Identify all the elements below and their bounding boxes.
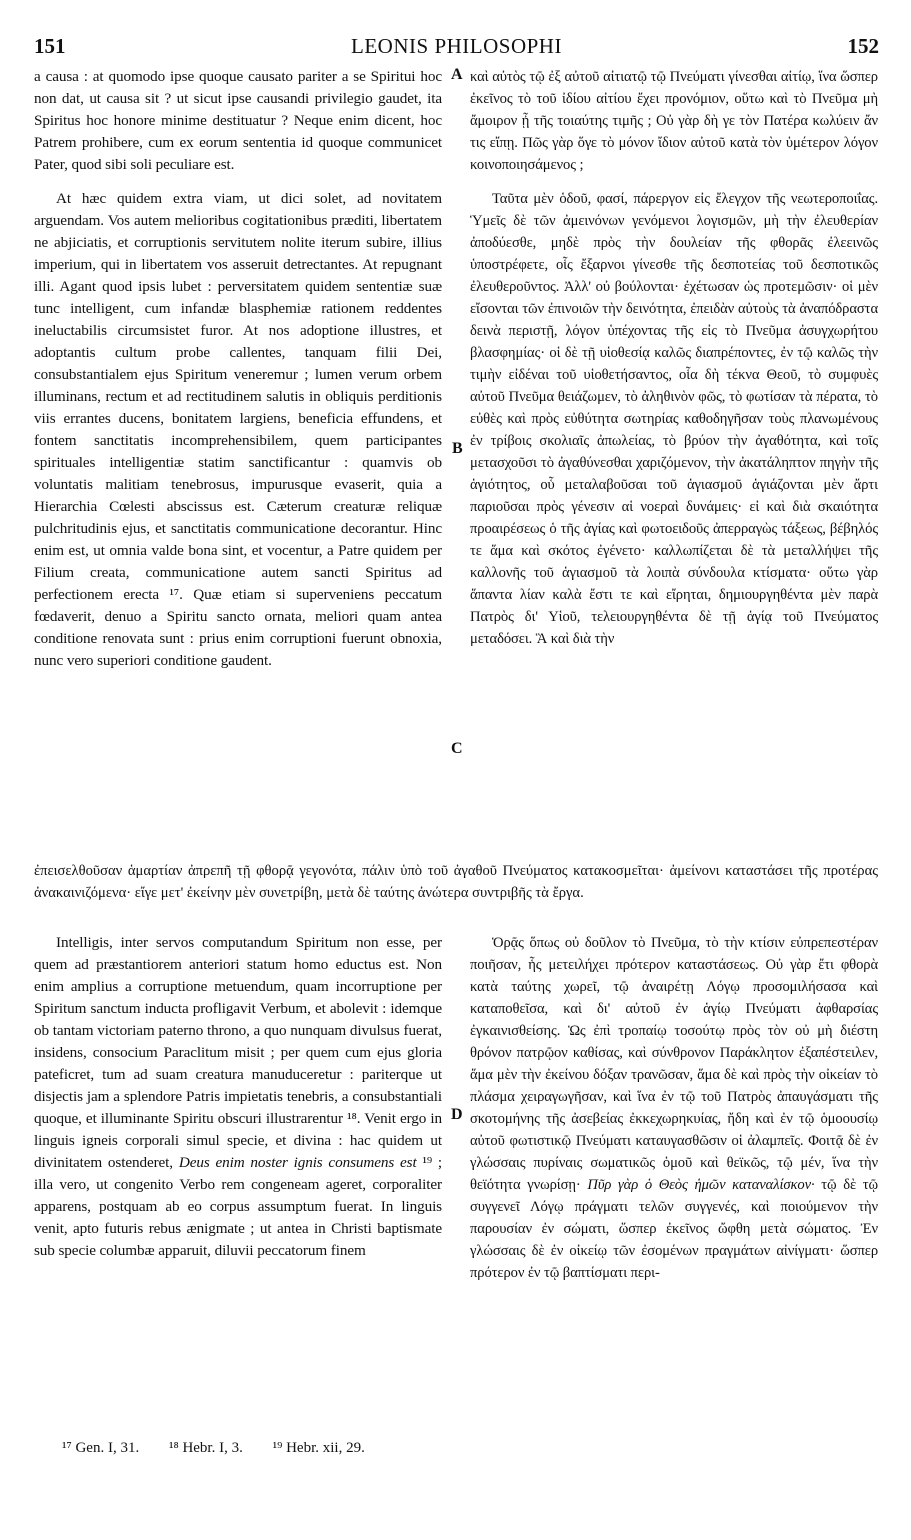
greek-text: Ὁρᾷς ὅπως οὐ δοῦλον τὸ Πνεῦμα, τὸ τὴν κτίσιν εὐπρεπεστέραν ποιῆσαν, ἧς μετειλήχει πρότερον καταστάσεως. Οὐ γὰρ ἔτι φθορὰ κατὰ ταύτης χωρεῖ, τῷ ἀναιρέτῃ Λόγῳ προσομιλήσασα καὶ καταποθεῖσα, καὶ δι' αὐτοῦ ἐν ἁγίῳ Πνεύματι ἀφθαρσίας ἐγκαινισθείσης. Ὡς ἐπὶ τροπαίῳ τοσούτῳ πρὸς τὸν οὐ μὴ διέστη θρόνον πατρῷον καθίσας, καὶ σύνθρονον Παράκλητον ἐξαπέστειλεν, ἅμα μὲν τὴν ἐκείνου δόξαν τρανῶσαν, ἅμα δὲ καὶ πρὸς τὴν οἰκείαν τὸ πλάσμα χειραγωγῆσαν, καὶ ἵνα ἐν τῷ τοῦ Πατρὸς ἀπαυγάσματι τῆς σκοτομήνης τῆς ἀσεβείας ἐκκεχωρηκυίας, ἤδη καὶ ἐν τῷ ὁμοουσίῳ αὐτοῦ φωτιστικῷ Πνεύματι καταυγασθῶσιν οἱ ἀλαμπεῖς. Φοιτᾷ δὲ ἐν γλώσσαις πυρίναις σωματικῶς ὁμοῦ καὶ θεϊκῶς, τῷ μέν, ἵνα τὴν θεϊότητα γνωρίσῃ· (470, 935, 878, 1193)
latin-paragraph: a causa : at quomodo ipse quoque causato pariter a se Spiritui hoc non dat, ut causa sit ? ut sicut ipse causandi privilegio gaudet, ita Spiritus hoc honore minime destituatur ? Neque enim dicent, hoc Patrem prohibere, cum ex eorum sententia id quoque communicet Pater, quod sibi soli peculiare est. (34, 68, 442, 173)
footnote: ¹⁹ Hebr. xii, 29. (272, 1440, 365, 1456)
latin-quotation: Deus enim noster ignis consumens est (178, 1154, 417, 1171)
latin-column-bottom (34, 932, 442, 1262)
page-number-right: 152 (847, 34, 879, 58)
page-header (34, 34, 879, 64)
greek-paragraph: Ταῦτα μὲν ὁδοῦ, φασί, πάρεργον εἰς ἔλεγχον τῆς νεωτεροποιΐας. Ὑμεῖς δὲ τῶν ἀμεινόνων γενόμενοι λογισμῶν, μὴ τὴν ἐλευθερίαν ἀποδύεσθε, μηδὲ πρὸς τὴν δουλείαν τῆς φθορᾶς ἐλεεινῶς ὑποστρέφετε, οἷς ἔξαρνοι γίνεσθε τῆς δεσποτείας τοῦ δεσποτικῶς ἐλευθεροῦντος. Ἀλλ' οὐ βούλονται· ἐχέτωσαν ὡς προτεμῶσιν· οἱ μὲν εἴσονται τῶν ἐπινοιῶν τὴν δεινότητα, ἐπειδὰν αὐτοὺς τὰ ἀναπόδραστα δεινὰ περιστῇ, λόγον ὑπέχοντας τῆς εἰς τὸ Πνεῦμα ἀσυγχωρήτου βλασφημίας· οἱ δὲ τῇ υἱοθεσίᾳ καλῶς διαπρέποντες, ἐν τῷ καλῶς τὴν τιμὴν εἰδέναι τοῦ υἱοθετήσαντος, οἷα δὴ τέκνα Θεοῦ, τὸ συμφυὲς αὐτοῦ Πνεῦμα θειάζωμεν, τὸ ἀληθινὸν φῶς, τὸ φωτίσαν τὰ πέρατα, τὸ εὐθὲς καὶ πρὸς εὐθύτητα σωτηρίας καθοδηγῆσαν τοὺς πλανωμένους ἐν τρίβοις σκολιαῖς ἀπωλείας, τὸ βρύον τὴν ἀγαθότητα, καὶ τοῖς μετασχοῦσι τὸ ἀγαθύνεσθαι χαριζόμενον, τὴν ἀκατάληπτον πηγὴν τῆς ἁγιότητος, οὗ μεταλαβοῦσαι τοῦ ἁγιασμοῦ ἁγιάζονται μὲν ἄρτι παριοῦσαι πρὸς γένεσιν αἱ νοεραὶ δυνάμεις· εἰ καὶ διὰ σκαιότητα προαιρέσεως ὁ τῆς ἁγίας καὶ φωτοειδοῦς ἀπερραγὼς τάξεως, βέβηλός τε ἅμα καὶ σκότος ἐγένετο· καλλωπίζεται δὲ τὰ μεταλλήψει τῆς καλλονῆς τοῦ ἁγιασμοῦ τὰ λοιπὰ σύνδουλα κτίσματα· οὕτω γὰρ ἅπαντα λίαν καλὰ ἔστι τε καὶ εἴρηται, δημιουργηθέντα μὲν παρὰ Πατρὸς δι' Υἱοῦ, τελειουργηθέντα δὲ τῇ ἁγίᾳ τοῦ Πνεύματος μεταδόσει. Ἃ καὶ διὰ τὴν (470, 191, 878, 647)
greek-quotation: Πῦρ γὰρ ὁ Θεὸς ἡμῶν καταναλίσκον· (587, 1177, 815, 1193)
greek-full-width-paragraph: ἐπεισελθοῦσαν ἁμαρτίαν ἀπρεπῆ τῇ φθορᾷ γεγονότα, πάλιν ὑπὸ τοῦ ἀγαθοῦ Πνεύματος κατακοσμεῖται· ἀμείνονι καταστάσει τῆς προτέρας ἀνακαινιζόμενα· εἴγε μετ' ἐκείνην μὲν συνετρίβη, μετὰ δὲ ταύτης ἀνώτερα συντριβῆς τὰ ἔργα. (34, 863, 878, 901)
footnotes (62, 1440, 862, 1457)
running-title: LEONIS PHILOSOPHI (351, 34, 562, 58)
section-marker-a: A (451, 66, 463, 83)
latin-column-top (34, 66, 442, 672)
greek-column-top (470, 66, 878, 650)
footnote: ¹⁷ Gen. I, 31. (62, 1440, 140, 1456)
greek-text-tail: τῷ δὲ τῷ συγγενεῖ Λόγῳ πράγματι τελῶν συγγενές, καὶ ποιούμενον τὴν παρουσίαν ἐν σώματι, ὥσπερ ἐκεῖνος ὤφθη μετὰ σώματος. Ἐν γλώσσαις δὲ ἐν οἰκείῳ τῶν ἐσομένων πραγμάτων αἰνίγματι· ὥσπερ πρότερον ἐν τῷ βαπτίσματι περι- (470, 1177, 878, 1281)
section-marker-b: B (452, 440, 463, 457)
greek-paragraph-bottom (470, 932, 878, 1284)
footnote: ¹⁸ Hebr. I, 3. (168, 1440, 243, 1456)
greek-full-width-text (34, 860, 878, 904)
section-marker-d: D (451, 1106, 463, 1123)
latin-paragraph-bottom (34, 932, 442, 1262)
greek-column-bottom (470, 932, 878, 1284)
page-number-left: 151 (34, 34, 66, 58)
greek-paragraph: καὶ αὐτὸς τῷ ἐξ αὐτοῦ αἰτιατῷ τῷ Πνεύματι γίνεσθαι αἰτίῳ, ἵνα ὥσπερ ἐκεῖνος τὸ τοῦ ἰδίου αἰτίου ἔχει προνόμιον, οὕτω καὶ τὸ Πνεῦμα μὴ ἄμοιρον ᾖ τῆς τοιαύτης τιμῆς ; Οὐ γὰρ δὴ γε τὸν Πατέρα κωλύειν ἄν τις εἴπῃ. Πῶς γὰρ ὅγε τὸ μόνον ἴδιον αὐτοῦ κατὰ τὸν ὑμέτερον λόγον κοινοποιησάμενος ; (470, 69, 878, 173)
latin-paragraph: At hæc quidem extra viam, ut dici solet, ad novitatem arguendam. Vos autem melioribus cogitationibus præditi, libertatem ne abjiciatis, et corruptionis servitutem nolite iterum subire, illius imperium, qui in libertatem vos asseruit detrectantes. At repugnant illi. Agant quod ipsis lubet : perversitatem quidem sententiæ suæ tunc intelligent, cum infandæ blasphemiæ rationem reddentes ineluctabilis circumsistet furor. At nos adoptione illustres, et adoptantis cultum probe callentes, tanquam filii Dei, consubstantialem ejus Spiritum veneremur ; lumen verum orbem illuminans, rectum et ad rectitudinem salutis in obliquis perditionis viis errantes ducens, bonitatem largiens, beneficia effundens, et fontem sanctitatis incomprehensibilem, quem participantes spirituales intelligentiæ statim sanctificantur : quamvis ob voluntatis malitiam tenebrosus, impurusque evaserit, quia a Hierarchia Cœlesti abscissus est. Cæterum creaturæ reliquæ pulchritudinis ejus, et sanctitatis communicatione decorantur. Hinc enim est, ut omnia valde bona sint, et vocentur, a Patre quidem per Filium creata, communicatione autem sancti Spiritus ad perfectionem erecta ¹⁷. Quæ etiam si superveniens peccatum fœdaverit, denuo a Spiritu sancto ornata, meliori quam antea conditione renovata sunt : prius enim corruptioni fuerunt obnoxia, nunc vero superiori conditione gaudent. (34, 190, 442, 669)
section-marker-c: C (451, 740, 463, 757)
latin-text-tail: ¹⁹ ; illa vero, ut congenito Verbo rem congeneam ageret, corporaliter apparens, postquam ab eo corpus assumptum fuerat. In linguis venit, apto futuris rebus ænigmate ; ut antea in Christi baptismate sub specie columbæ apparuit, diluvii peccatorum finem (34, 1154, 442, 1259)
latin-text: Intelligis, inter servos computandum Spiritum non esse, per quem ad præstantiorem anteriori statum homo eductus est. Non enim amplius a corruptione metuendum, quam incorruptione per Spiritum sanctum inducta profligavit Verbum, et abolevit : idemque ob tantam victoriam paterno throno, a quo nunquam divulsus fuerat, insidens, consocium Paraclitum misit ; per quem cum ejus gloria pateficret, tum ad suam creatura manuduceretur : pariterque ut disjectis jam a splendore Patris impietatis tenebris, a consubstantiali quoque, et illuminante Spiritu obscuri illustrarentur ¹⁸. Venit ergo in linguis igneis corporali simul specie, et divina : hac quidem ut divinitatem ostenderet, (34, 934, 442, 1171)
